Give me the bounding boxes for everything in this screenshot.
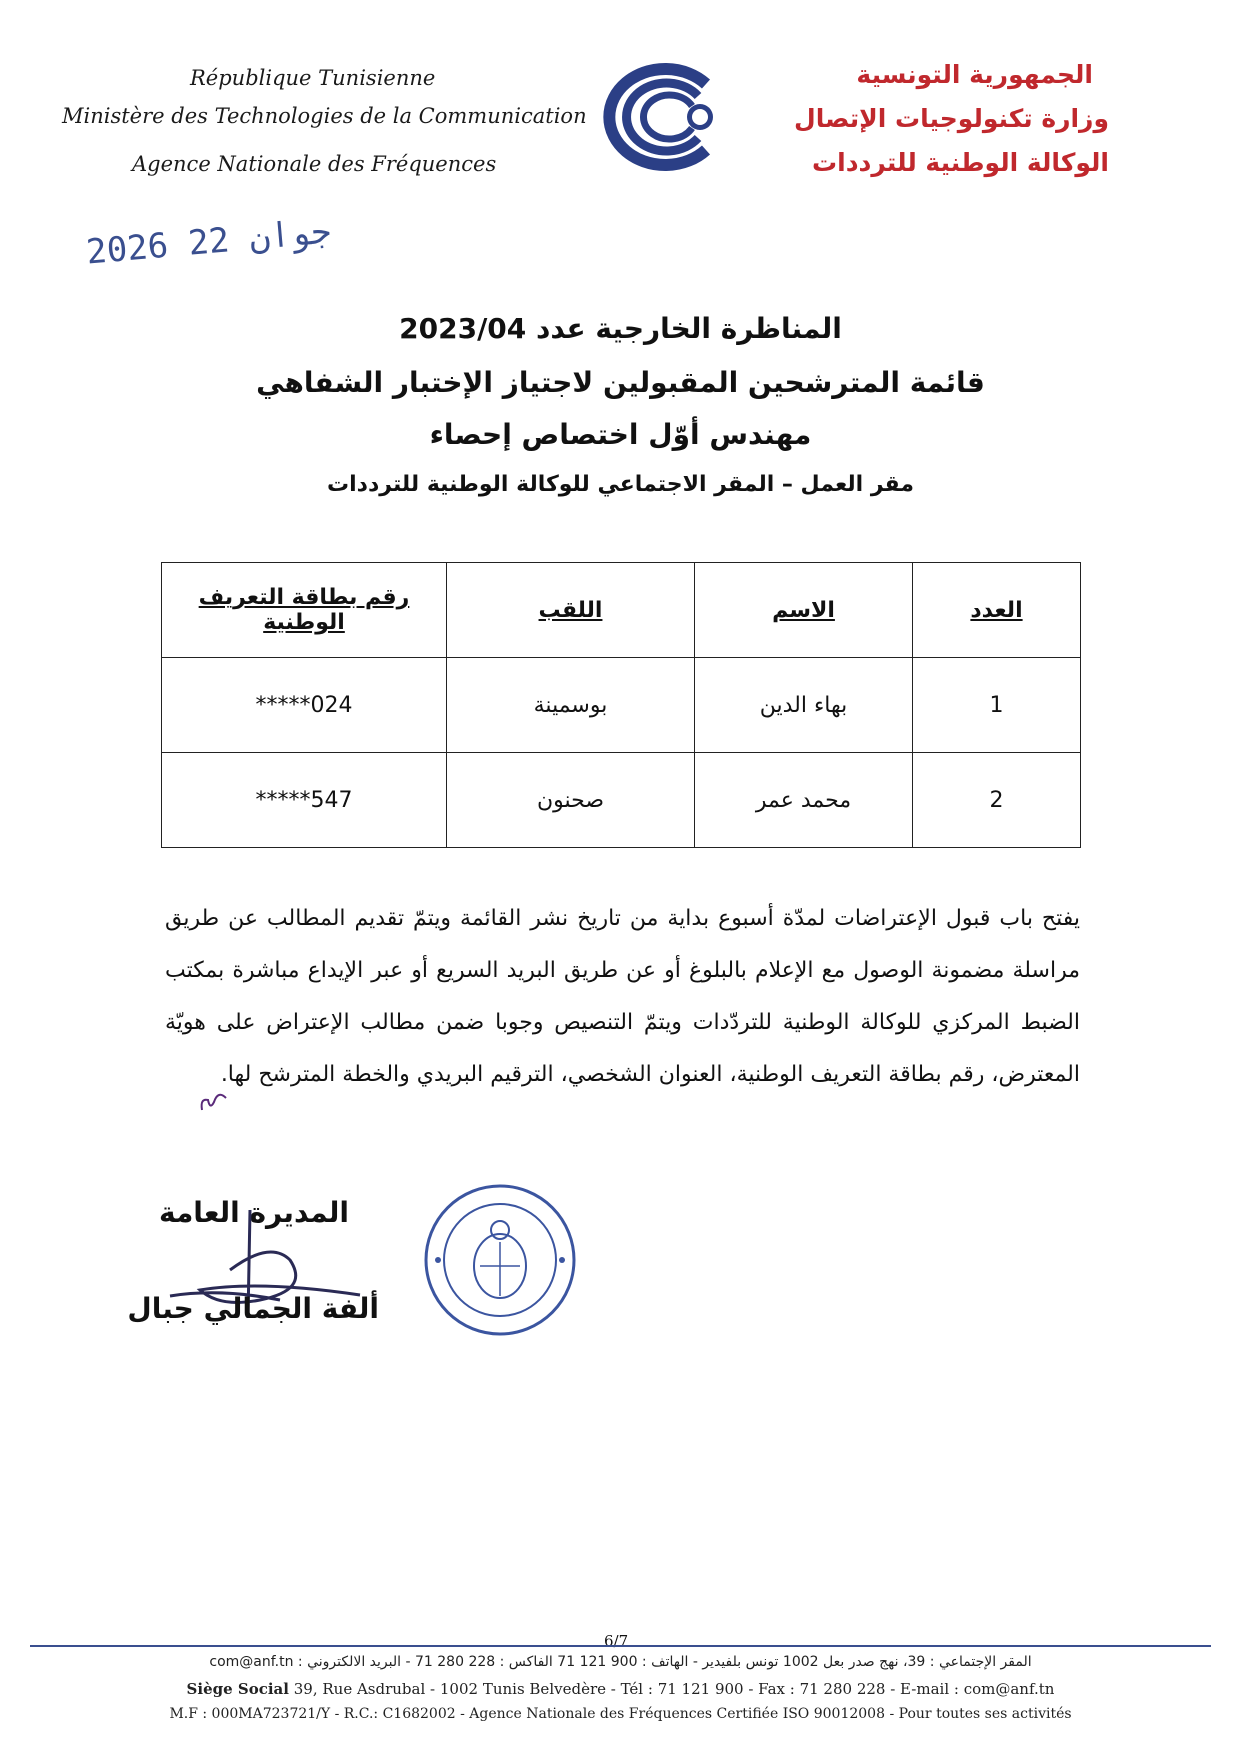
table-header-row [162, 563, 1081, 658]
paragraph-line: يفتح باب قبول الإعتراضات لمدّة أسبوع بداية من تاريخ نشر القائمة ويتمّ تقديم المطالب عن طريق [165, 906, 1080, 931]
table-row [162, 753, 1081, 848]
paragraph-line: المعترض، رقم بطاقة التعريف الوطنية، العنوان الشخصي، الترقيم البريدي والخطة المترشح لها. [220, 1062, 1080, 1087]
paragraph-line: الضبط المركزي للوكالة الوطنية للتردّدات ويتمّ التنصيص وجوبا ضمن مطالب الإعتراض على هويّة [165, 1010, 1080, 1035]
cell-id-card: *****024 [162, 658, 447, 753]
col-first-name: الاسم [695, 563, 913, 658]
footer-address-ar: المقر الإجتماعي : 39، نهج صدر بعل 1002 تونس بلفيدير - الهاتف : 900 121 71 الفاكس : 228 280 71 - البريد الالكتروني : com@anf.tn [209, 1654, 1032, 1670]
col-number: العدد [913, 563, 1081, 658]
col-last-name: اللقب [447, 563, 695, 658]
official-seal-icon [420, 1180, 580, 1340]
header-fr-agency: Agence Nationale des Fréquences [132, 152, 497, 176]
footer-siege-text: 39, Rue Asdrubal - 1002 Tunis Belvedère - Tél : 71 121 900 - Fax : 71 280 228 - E-mail : com@anf.tn [293, 1680, 1055, 1698]
header-fr-republic: République Tunisienne [190, 66, 436, 90]
col-id-card: رقم بطاقة التعريف الوطنية [162, 563, 447, 658]
signature-title: المديرة العامة [158, 1196, 349, 1229]
date-stamp: 2026 جوان 22 [84, 211, 333, 273]
cell-first-name: محمد عمر [695, 753, 913, 848]
signatory-name: ألفة الجمالي جبال [127, 1292, 379, 1325]
paragraph-line: مراسلة مضمونة الوصول مع الإعلام بالبلوغ أو عن طريق البريد السريع أو عبر الإيداع مباشرة بمكتب [165, 958, 1080, 983]
title-workplace: مقر العمل – المقر الاجتماعي للوكالة الوطنية للترددات [327, 472, 914, 497]
cell-first-name: بهاء الدين [695, 658, 913, 753]
header-fr-ministry: Ministère des Technologies de la Communication [62, 104, 587, 128]
header-ar-ministry: وزارة تكنولوجيات الإتصال [794, 104, 1109, 133]
footer-legal: M.F : 000MA723721/Y - R.C.: C1682002 - Agence Nationale des Fréquences Certifiée ISO 90012008 - Pour toutes ses activités [169, 1706, 1072, 1722]
title-list: قائمة المترشحين المقبولين لاجتياز الإختبار الشفاهي [256, 366, 985, 399]
page-number: 6/7 [604, 1632, 629, 1650]
title-position: مهندس أوّل اختصاص إحصاء [429, 418, 812, 451]
header-ar-agency: الوكالة الوطنية للترددات [812, 148, 1109, 177]
cell-id-card: *****547 [162, 753, 447, 848]
initials-mark [196, 1080, 236, 1116]
cell-number: 1 [913, 658, 1081, 753]
footer-siege-label: Siège Social [186, 1680, 289, 1698]
header-ar-republic: الجمهورية التونسية [856, 60, 1093, 89]
candidates-table [161, 562, 1081, 848]
title-competition: المناظرة الخارجية عدد 2023/04 [399, 312, 842, 345]
table-row [162, 658, 1081, 753]
cell-last-name: بوسمينة [447, 658, 695, 753]
cell-last-name: صحنون [447, 753, 695, 848]
footer-address-fr [0, 1680, 1241, 1698]
footer-divider [30, 1645, 1211, 1647]
cell-number: 2 [913, 753, 1081, 848]
agency-logo-icon [588, 62, 738, 172]
